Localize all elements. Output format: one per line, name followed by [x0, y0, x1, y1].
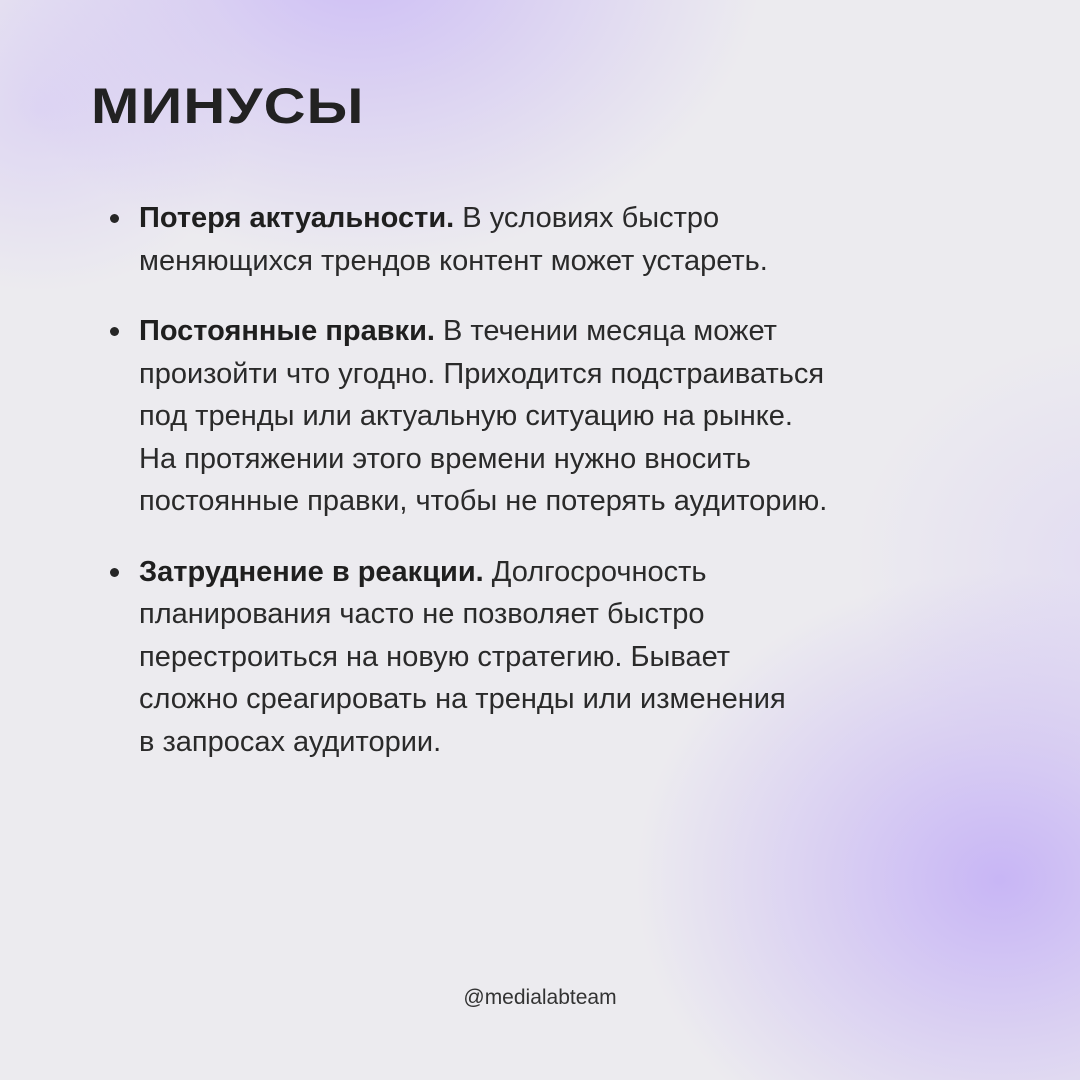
list-item [110, 551, 1010, 764]
item-text-line: меняющихся трендов контент может устареть. [139, 244, 768, 277]
item-text-line: произойти что угодно. Приходится подстраиваться [139, 357, 825, 390]
item-term: Постоянные правки. [139, 315, 435, 347]
item-text-line: в запросах аудитории. [139, 725, 442, 758]
item-text-line: Долгосрочность [491, 555, 707, 588]
item-text-line: планирования часто не позволяет быстро [139, 598, 705, 630]
item-text-line: перестроиться на новую стратегию. Бывает [139, 640, 731, 673]
account-handle: @medialabteam [463, 986, 617, 1009]
item-text-line: На протяжении этого времени нужно вносить [139, 442, 751, 475]
item-text-line: постоянные правки, чтобы не потерять аудиторию. [139, 485, 828, 517]
list-item [110, 197, 1010, 282]
bullet-icon [110, 327, 119, 336]
bullet-icon [110, 214, 119, 223]
item-text-line: В условиях быстро [462, 202, 720, 234]
list-item [110, 310, 1010, 523]
item-text-line: В течении месяца может [443, 315, 777, 347]
page-title: МИНУСЫ [91, 78, 365, 134]
bullet-icon [110, 568, 119, 577]
item-term: Затруднение в реакции. [139, 555, 484, 588]
cons-list [110, 197, 1010, 763]
item-text-line: под тренды или актуальную ситуацию на рынке. [139, 400, 793, 432]
item-text-line: сложно среагировать на тренды или изменения [139, 683, 786, 715]
item-term: Потеря актуальности. [139, 202, 455, 234]
